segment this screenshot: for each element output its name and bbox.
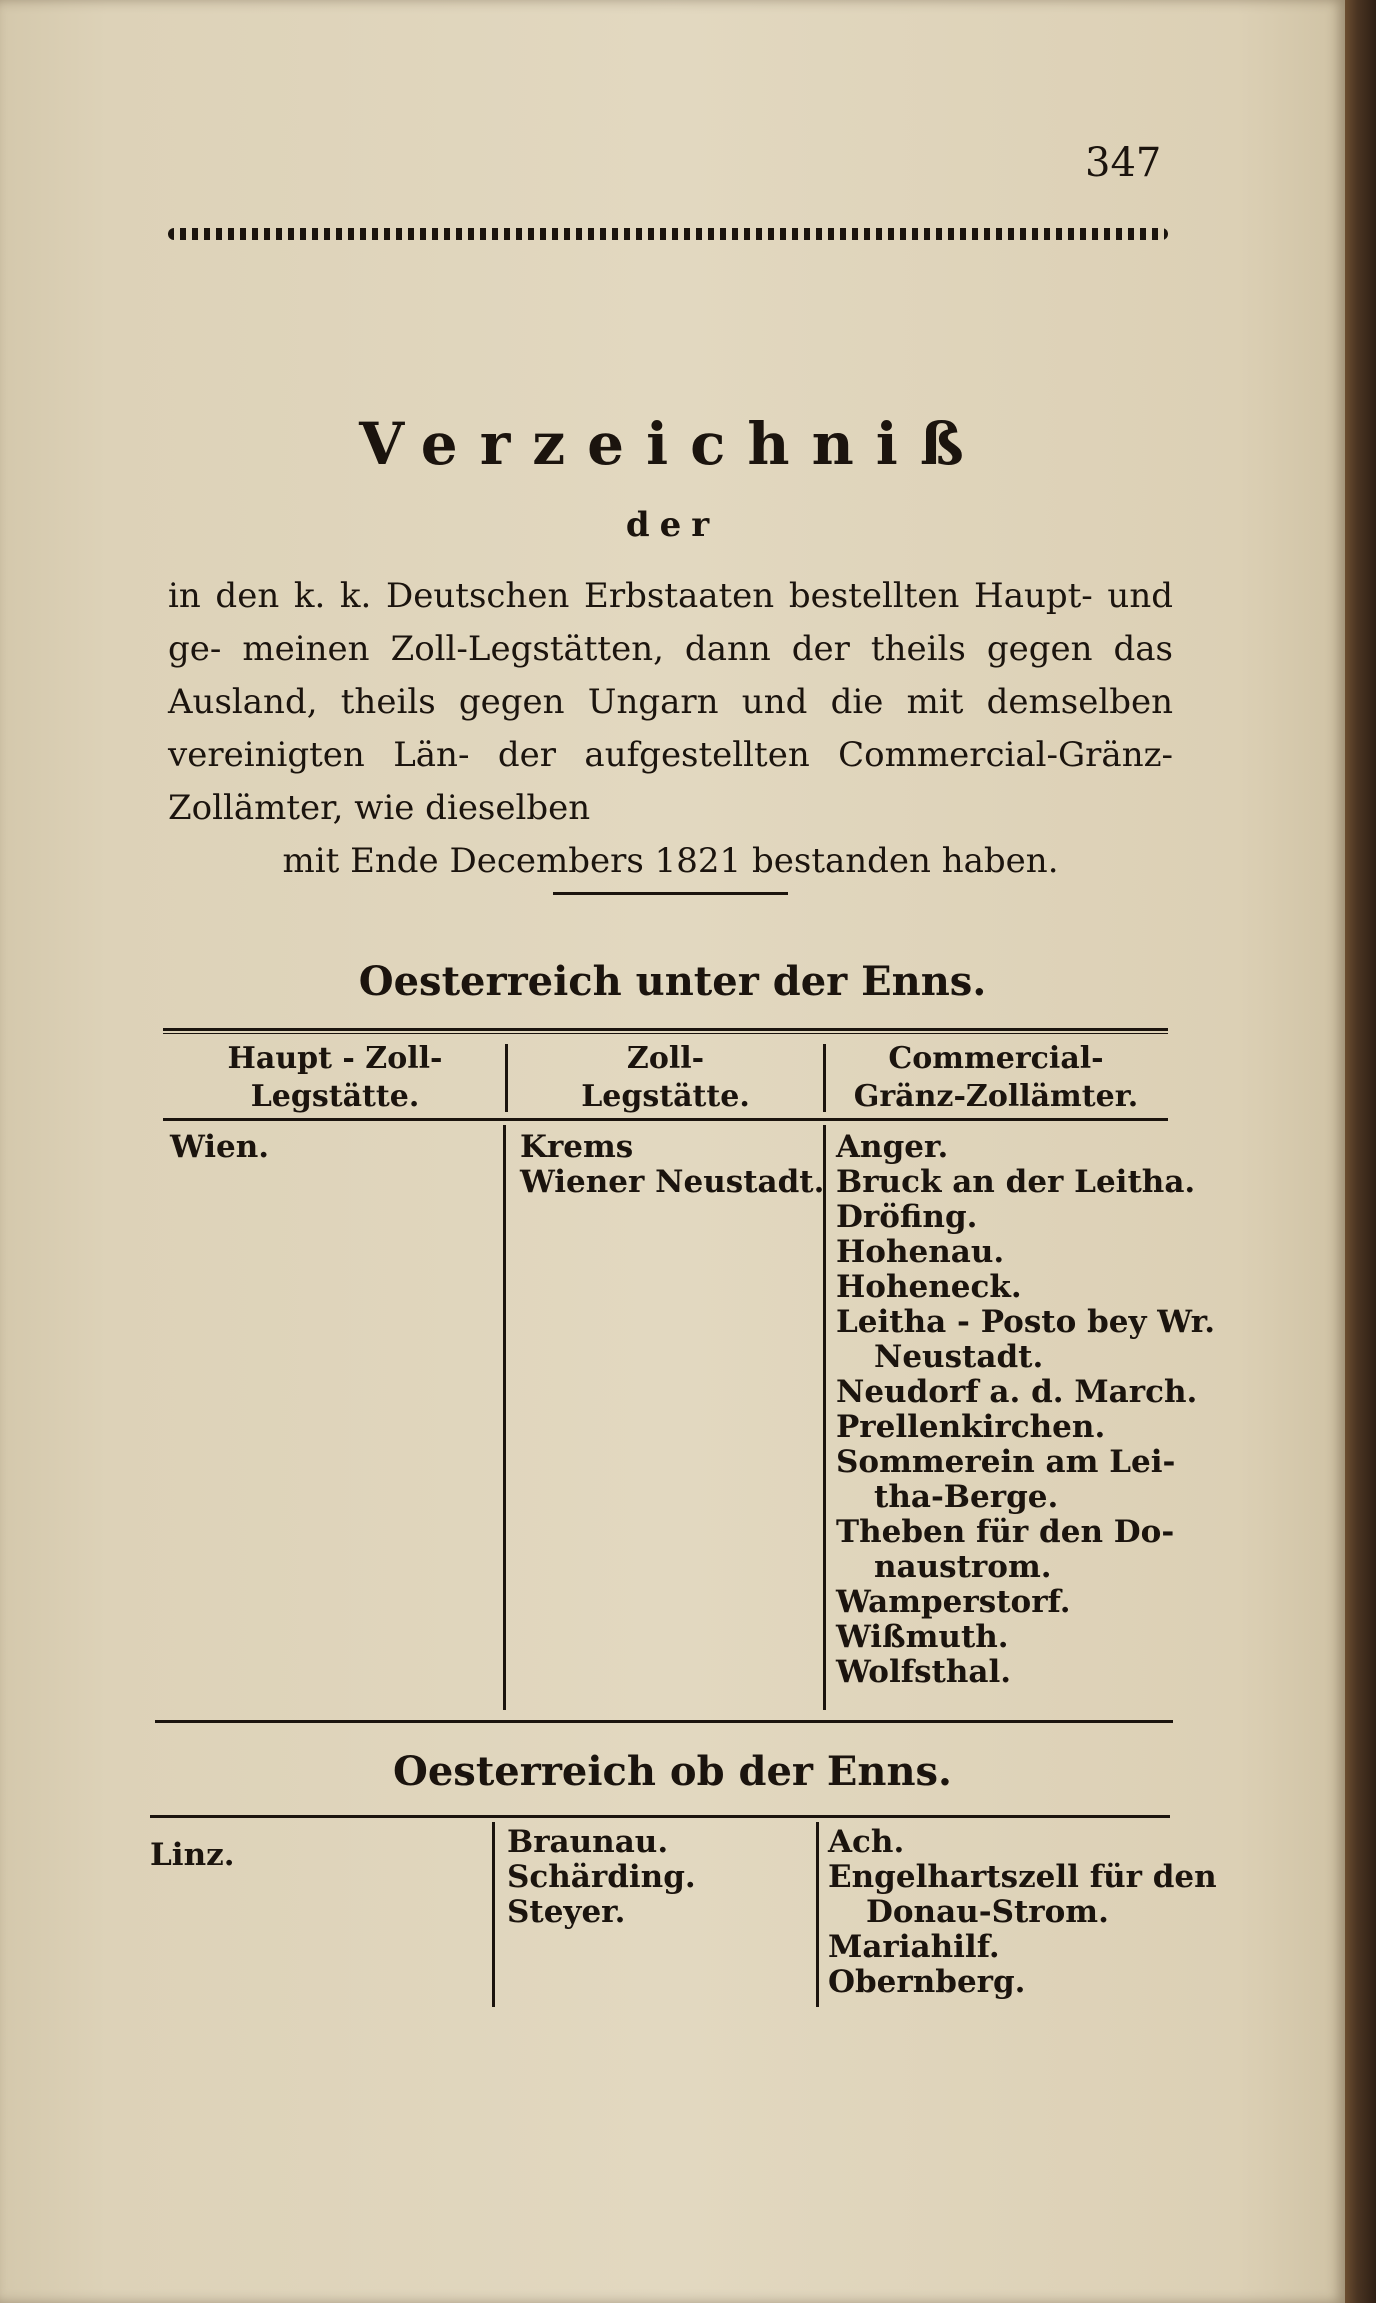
- list-item: Prellenkirchen.: [836, 1409, 1106, 1445]
- list-item: Engelhartszell für den: [828, 1859, 1217, 1895]
- list-item: Neudorf a. d. March.: [836, 1374, 1198, 1410]
- table-top-rule: [163, 1028, 1168, 1031]
- intro-line: der aufgestellten Commercial-Gränz-Zollämter, wie dieselben: [168, 735, 1174, 828]
- page-title: Verzeichniß: [359, 410, 986, 478]
- list-item: Sommerein am Lei-: [836, 1444, 1176, 1480]
- zoll-legstaette-cell: [520, 1130, 824, 1200]
- list-item: Donau-Strom.: [866, 1894, 1109, 1930]
- intro-line: meinen Zoll-Legstätten, dann der theils gegen das Ausland,: [168, 629, 1174, 722]
- haupt-legstaette-cell: [170, 1130, 269, 1165]
- column-divider: [823, 1044, 826, 1112]
- haupt-legstaette-cell: [150, 1838, 235, 1873]
- column-header-line: Haupt - Zoll-: [227, 1041, 443, 1076]
- list-item: Schärding.: [507, 1859, 696, 1895]
- list-item: Linz.: [150, 1837, 235, 1873]
- divider-rule: [553, 892, 788, 895]
- commercial-zollaemter-cell: [836, 1130, 1215, 1690]
- column-header-line: Commercial-: [888, 1041, 1104, 1076]
- column-header-line: Zoll-: [626, 1041, 705, 1076]
- column-header-line: Gränz-Zollämter.: [853, 1079, 1139, 1114]
- section-bottom-rule: [155, 1720, 1173, 1723]
- list-item: Krems: [520, 1129, 634, 1165]
- column-header-zoll: [508, 1040, 823, 1116]
- list-item: Wien.: [170, 1129, 270, 1165]
- table-top-rule: [150, 1815, 1170, 1818]
- list-item: Braunau.: [507, 1824, 669, 1860]
- intro-paragraph: [168, 570, 1173, 888]
- section-heading: Oesterreich ob der Enns.: [393, 1748, 952, 1795]
- list-item: Hohenau.: [836, 1234, 1005, 1270]
- list-item: Wiener Neustadt.: [520, 1164, 825, 1200]
- list-item: Steyer.: [507, 1894, 626, 1930]
- list-item: Mariahilf.: [828, 1929, 1000, 1965]
- column-divider: [503, 1125, 506, 1710]
- list-item: Wißmuth.: [836, 1619, 1009, 1655]
- intro-line: mit Ende Decembers 1821 bestanden haben.: [282, 841, 1059, 881]
- column-divider: [492, 1822, 495, 2007]
- column-header-haupt: [165, 1040, 505, 1116]
- list-item: Theben für den Do-: [836, 1514, 1175, 1550]
- column-header-line: Legstätte.: [250, 1079, 420, 1114]
- list-item: Wolfsthal.: [836, 1654, 1012, 1690]
- list-item: tha-Berge.: [874, 1479, 1059, 1515]
- list-item: Wamperstorf.: [836, 1584, 1071, 1620]
- commercial-zollaemter-cell: [828, 1825, 1217, 2000]
- list-item: Leitha - Posto bey Wr.: [836, 1304, 1215, 1340]
- zoll-legstaette-cell: [507, 1825, 696, 1930]
- page-subtitle: der: [625, 505, 720, 545]
- intro-line: in den k. k. Deutschen Erbstaaten bestellten Haupt- und ge-: [168, 576, 1173, 669]
- column-divider: [816, 1822, 819, 2007]
- list-item: Dröfing.: [836, 1199, 978, 1235]
- page-number: 347: [1085, 140, 1162, 186]
- table-top-rule-thin: [163, 1033, 1168, 1034]
- list-item: naustrom.: [874, 1549, 1052, 1585]
- list-item: Hoheneck.: [836, 1269, 1022, 1305]
- intro-line: theils gegen Ungarn und die mit demselben vereinigten Län-: [168, 682, 1173, 775]
- column-divider: [505, 1044, 508, 1112]
- book-edge: [1345, 0, 1376, 2303]
- list-item: Bruck an der Leitha.: [836, 1164, 1196, 1200]
- column-divider: [823, 1125, 826, 1710]
- section-heading: Oesterreich unter der Enns.: [358, 958, 987, 1005]
- list-item: Ach.: [828, 1824, 905, 1860]
- list-item: Anger.: [836, 1129, 949, 1165]
- ornamental-rule: [168, 228, 1168, 240]
- column-header-commercial: [826, 1040, 1166, 1116]
- column-header-line: Legstätte.: [581, 1079, 750, 1114]
- list-item: Obernberg.: [828, 1964, 1026, 2000]
- header-bottom-rule: [163, 1118, 1168, 1121]
- list-item: Neustadt.: [874, 1339, 1044, 1375]
